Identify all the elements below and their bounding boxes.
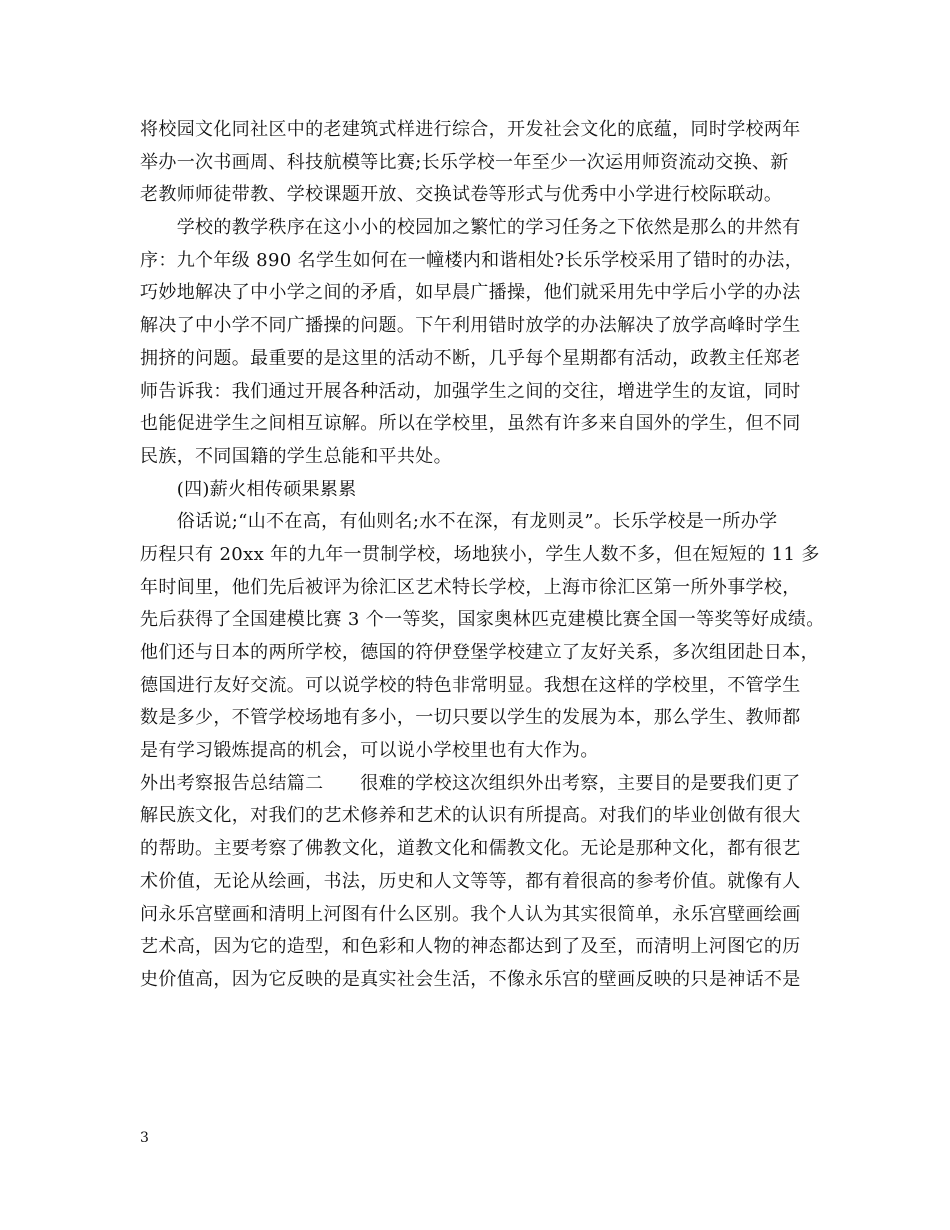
text-line: 史价值高，因为它反映的是真实社会生活，不像永乐宫的壁画反映的只是神话不是 bbox=[140, 968, 801, 990]
text-line: 艺术高，因为它的造型，和色彩和人物的神态都达到了及至，而清明上河图它的历 bbox=[140, 936, 801, 958]
text-line: 年时间里，他们先后被评为徐汇区艺术特长学校，上海市徐汇区第一所外事学校， bbox=[140, 576, 801, 598]
text-line: 术价值，无论从绘画，书法，历史和人文等等，都有着很高的参考价值。就像有人 bbox=[140, 870, 801, 892]
text-line: 他们还与日本的两所学校，德国的符伊登堡学校建立了友好关系，多次组团赴日本， bbox=[140, 642, 819, 663]
text-line: 先后获得了全国建模比赛 3 个一等奖，国家奥林匹克建模比赛全国一等奖等好成绩。 bbox=[140, 609, 825, 631]
document-body bbox=[140, 114, 825, 997]
text-line: 老教师师徒带教、学校课题开放、交换试卷等形式与优秀中小学进行校际联动。 bbox=[140, 184, 783, 206]
text-line: 德国进行友好交流。可以说学校的特色非常明显。我想在这样的学校里，不管学生 bbox=[140, 674, 801, 696]
text-line: 举办一次书画周、科技航模等比赛;长乐学校一年至少一次运用师资流动交换、新 bbox=[140, 151, 789, 173]
text-line: 拥挤的问题。最重要的是这里的活动不断，几乎每个星期都有活动，政教主任郑老 bbox=[140, 347, 801, 369]
text-line: 是有学习锻炼提高的机会，可以说小学校里也有大作为。 bbox=[140, 740, 599, 762]
text-line: 巧妙地解决了中小学之间的矛盾，如早晨广播操，他们就采用先中学后小学的办法 bbox=[140, 282, 801, 304]
text-line: 师告诉我：我们通过开展各种活动，加强学生之间的交往，增进学生的友谊，同时 bbox=[140, 380, 801, 402]
text-line: 学校的教学秩序在这小小的校园加之繁忙的学习任务之下依然是那么的井然有 bbox=[140, 217, 801, 239]
text-line: 数是多少，不管学校场地有多小，一切只要以学生的发展为本，那么学生、教师都 bbox=[140, 707, 801, 729]
text-line: 俗话说;“山不在高，有仙则名;水不在深，有龙则灵”。长乐学校是一所办学 bbox=[140, 511, 778, 533]
text-line: 问永乐宫壁画和清明上河图有什么区别。我个人认为其实很简单，永乐宫壁画绘画 bbox=[140, 903, 801, 925]
text-line: 历程只有 20xx 年的九年一贯制学校，场地狭小，学生人数不多，但在短短的 11 多 bbox=[140, 543, 820, 565]
text-line: 民族，不同国籍的学生总能和平共处。 bbox=[140, 445, 452, 467]
text-line: 解民族文化，对我们的艺术修养和艺术的认识有所提高。对我们的毕业创做有很大 bbox=[140, 805, 801, 827]
text-line: 外出考察报告总结篇二 很难的学校这次组织外出考察，主要目的是要我们更了 bbox=[140, 772, 801, 794]
page-number: 3 bbox=[140, 1130, 149, 1146]
text-line: 解决了中小学不同广播操的问题。下午利用错时放学的办法解决了放学高峰时学生 bbox=[140, 315, 801, 337]
text-line: 也能促进学生之间相互谅解。所以在学校里，虽然有许多来自国外的学生，但不同 bbox=[140, 413, 801, 435]
text-line: 的帮助。主要考察了佛教文化，道教文化和儒教文化。无论是那种文化，都有很艺 bbox=[140, 838, 801, 860]
text-line: 将校园文化同社区中的老建筑式样进行综合，开发社会文化的底蕴，同时学校两年 bbox=[140, 119, 801, 140]
section-heading: (四)薪火相传硕果累累 bbox=[140, 478, 357, 500]
text-line: 序：九个年级 890 名学生如何在一幢楼内和谐相处?长乐学校采用了错时的办法， bbox=[140, 249, 804, 271]
